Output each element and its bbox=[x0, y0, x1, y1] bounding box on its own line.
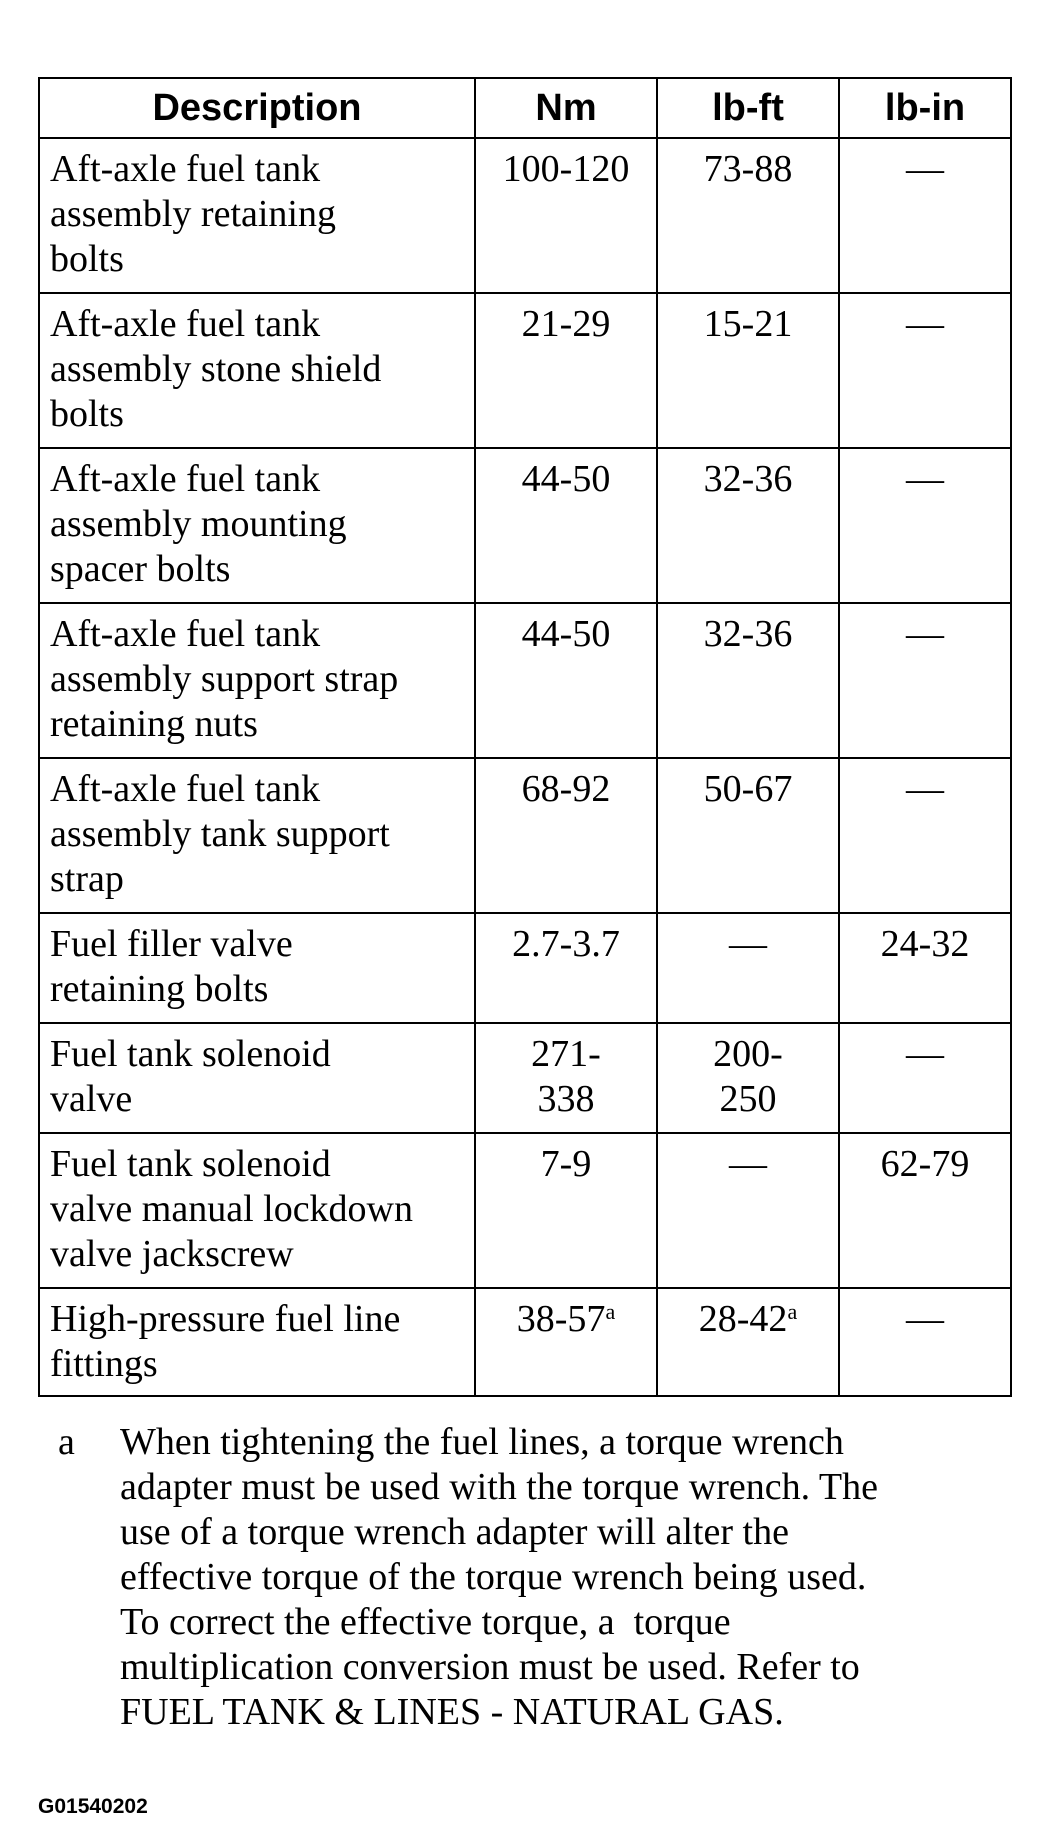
description-cell bbox=[39, 758, 475, 913]
nm-cell bbox=[475, 1023, 657, 1133]
lb-ft-cell bbox=[657, 1023, 839, 1133]
lb-in-cell: — bbox=[839, 138, 1011, 293]
footnote-line: effective torque of the torque wrench being used. bbox=[120, 1556, 867, 1598]
table-row bbox=[39, 1288, 1011, 1396]
table-row bbox=[39, 1023, 1011, 1133]
description-line: assembly tank support bbox=[50, 813, 390, 855]
lb-ft-cell: 32-36 bbox=[657, 448, 839, 603]
description-line: assembly mounting bbox=[50, 503, 347, 545]
description-line: Aft-axle fuel tank bbox=[50, 458, 321, 500]
description-cell bbox=[39, 1023, 475, 1133]
footnote-line: adapter must be used with the torque wrench. The bbox=[120, 1466, 879, 1508]
torque-spec-table bbox=[38, 77, 1012, 1397]
lb-in-cell: — bbox=[839, 1288, 1011, 1396]
lb-in-cell: — bbox=[839, 448, 1011, 603]
nm-cell: 2.7-3.7 bbox=[475, 913, 657, 1023]
figure-id: G01540202 bbox=[38, 1795, 148, 1818]
description-line: assembly retaining bbox=[50, 193, 336, 235]
description-line: spacer bolts bbox=[50, 548, 231, 590]
description-line: valve jackscrew bbox=[50, 1233, 294, 1275]
lb-in-cell: — bbox=[839, 1023, 1011, 1133]
footnote-mark: a bbox=[58, 1421, 75, 1463]
description-cell bbox=[39, 603, 475, 758]
column-header-nm: Nm bbox=[475, 78, 657, 138]
table-row bbox=[39, 138, 1011, 293]
description-line: Aft-axle fuel tank bbox=[50, 613, 321, 655]
description-line: Aft-axle fuel tank bbox=[50, 768, 321, 810]
lb-ft-cell: — bbox=[657, 913, 839, 1023]
footnote-line: multiplication conversion must be used. Refer to bbox=[120, 1646, 860, 1688]
description-line: retaining bolts bbox=[50, 968, 269, 1010]
description-line: Fuel filler valve bbox=[50, 923, 293, 965]
footnote-reference-link[interactable]: FUEL TANK & LINES - NATURAL GAS. bbox=[120, 1691, 784, 1733]
table-row bbox=[39, 293, 1011, 448]
lb-ft-cell: — bbox=[657, 1133, 839, 1288]
lb-in-cell: — bbox=[839, 293, 1011, 448]
description-cell bbox=[39, 293, 475, 448]
lb-in-cell: 62-79 bbox=[839, 1133, 1011, 1288]
description-line: assembly stone shield bbox=[50, 348, 382, 390]
table-row bbox=[39, 913, 1011, 1023]
lb-ft-value: 28-42 bbox=[698, 1298, 788, 1340]
description-cell bbox=[39, 138, 475, 293]
lb-in-cell: 24-32 bbox=[839, 913, 1011, 1023]
footnote-reference: a bbox=[787, 1299, 798, 1324]
lb-ft-cell: 32-36 bbox=[657, 603, 839, 758]
description-line: fittings bbox=[50, 1343, 158, 1385]
description-line: bolts bbox=[50, 238, 124, 280]
table-row bbox=[39, 758, 1011, 913]
nm-value: 38-57 bbox=[516, 1298, 606, 1340]
lb-in-cell: — bbox=[839, 603, 1011, 758]
nm-cell: 44-50 bbox=[475, 448, 657, 603]
description-line: Fuel tank solenoid bbox=[50, 1033, 331, 1075]
nm-cell: 21-29 bbox=[475, 293, 657, 448]
description-line: High-pressure fuel line bbox=[50, 1298, 401, 1340]
footnote-body bbox=[120, 1420, 1000, 1735]
description-line: strap bbox=[50, 858, 124, 900]
description-cell bbox=[39, 913, 475, 1023]
footnote-line: When tightening the fuel lines, a torque wrench bbox=[120, 1421, 844, 1463]
description-line: valve bbox=[50, 1078, 133, 1120]
nm-cell bbox=[475, 1288, 657, 1396]
description-line: bolts bbox=[50, 393, 124, 435]
table-row bbox=[39, 1133, 1011, 1288]
lb-ft-cell: 15-21 bbox=[657, 293, 839, 448]
lb-in-cell: — bbox=[839, 758, 1011, 913]
nm-cell: 7-9 bbox=[475, 1133, 657, 1288]
table-row bbox=[39, 603, 1011, 758]
footnote-line: use of a torque wrench adapter will alter the bbox=[120, 1511, 789, 1553]
column-header-description: Description bbox=[39, 78, 475, 138]
nm-cell: 44-50 bbox=[475, 603, 657, 758]
description-cell bbox=[39, 1133, 475, 1288]
description-line: assembly support strap bbox=[50, 658, 399, 700]
description-line: Aft-axle fuel tank bbox=[50, 148, 321, 190]
table-row bbox=[39, 448, 1011, 603]
description-line: Fuel tank solenoid bbox=[50, 1143, 331, 1185]
nm-value: 271-338 bbox=[531, 1033, 601, 1120]
description-cell bbox=[39, 448, 475, 603]
column-header-lb-ft: lb-ft bbox=[657, 78, 839, 138]
lb-ft-cell: 50-67 bbox=[657, 758, 839, 913]
lb-ft-value: 200-250 bbox=[713, 1033, 783, 1120]
nm-cell: 68-92 bbox=[475, 758, 657, 913]
column-header-lb-in: lb-in bbox=[839, 78, 1011, 138]
description-line: retaining nuts bbox=[50, 703, 258, 745]
footnote-reference: a bbox=[605, 1299, 616, 1324]
nm-cell: 100-120 bbox=[475, 138, 657, 293]
description-line: Aft-axle fuel tank bbox=[50, 303, 321, 345]
description-cell bbox=[39, 1288, 475, 1396]
table-header-row bbox=[39, 78, 1011, 138]
lb-ft-cell: 73-88 bbox=[657, 138, 839, 293]
description-line: valve manual lockdown bbox=[50, 1188, 414, 1230]
footnote-line: To correct the effective torque, a torque bbox=[120, 1601, 731, 1643]
lb-ft-cell bbox=[657, 1288, 839, 1396]
